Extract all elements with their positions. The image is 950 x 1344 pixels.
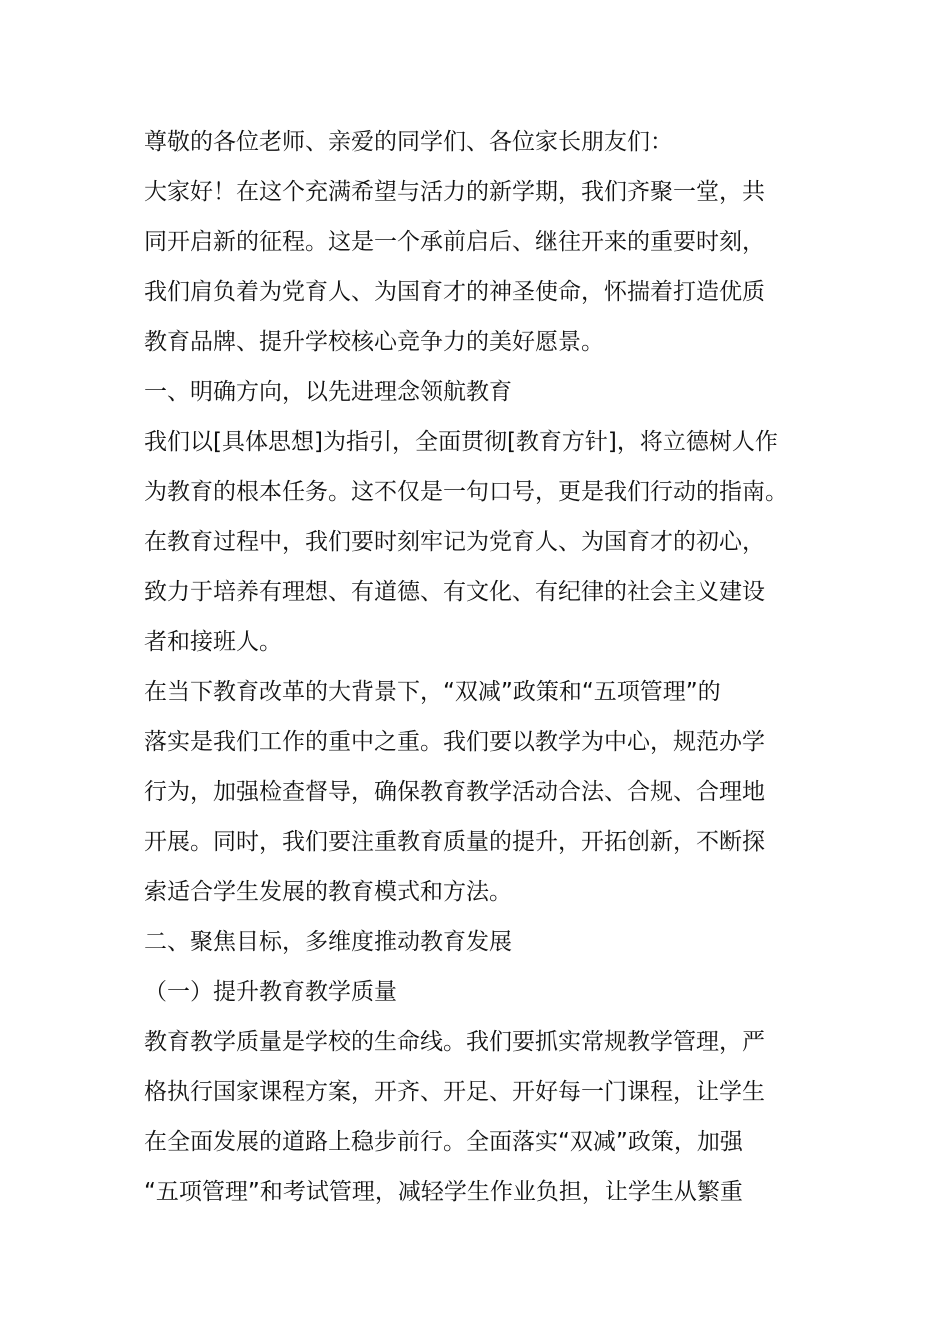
body-text-line: 在当下教育改革的大背景下，“双减”政策和“五项管理”的 (144, 679, 721, 705)
body-text-line: 者和接班人。 (144, 629, 282, 655)
body-text-line: 教育教学质量是学校的生命线。我们要抓实常规教学管理，严 (144, 1029, 765, 1055)
body-text-line: 行为，加强检查督导，确保教育教学活动合法、合规、合理地 (144, 779, 765, 805)
body-text-line: 大家好！在这个充满希望与活力的新学期，我们齐聚一堂，共 (144, 179, 765, 205)
section-heading: 一、明确方向，以先进理念领航教育 (144, 379, 512, 405)
body-text-line: 致力于培养有理想、有道德、有文化、有纪律的社会主义建设 (144, 579, 765, 605)
body-text-line: 我们肩负着为党育人、为国育才的神圣使命，怀揣着打造优质 (144, 279, 765, 305)
subsection-heading: （一）提升教育教学质量 (144, 979, 397, 1005)
body-text-line: 为教育的根本任务。这不仅是一句口号，更是我们行动的指南。 (144, 479, 788, 505)
body-text-line: 开展。同时，我们要注重教育质量的提升，开拓创新，不断探 (144, 829, 765, 855)
body-text-line: 教育品牌、提升学校核心竞争力的美好愿景。 (144, 329, 604, 355)
body-text-line: 同开启新的征程。这是一个承前启后、继往开来的重要时刻， (144, 229, 765, 255)
section-heading: 二、聚焦目标，多维度推动教育发展 (144, 929, 512, 955)
body-text-line: “五项管理”和考试管理，减轻学生作业负担，让学生从繁重 (144, 1179, 743, 1205)
body-text-line: 格执行国家课程方案，开齐、开足、开好每一门课程，让学生 (144, 1079, 765, 1105)
body-text-line: 索适合学生发展的教育模式和方法。 (144, 879, 512, 905)
salutation-line: 尊敬的各位老师、亲爱的同学们、各位家长朋友们： (144, 129, 673, 155)
body-text-line: 在全面发展的道路上稳步前行。全面落实“双减”政策，加强 (144, 1129, 743, 1155)
body-text-line: 我们以[具体思想]为指引，全面贯彻[教育方针]，将立德树人作 (144, 429, 778, 455)
body-text-line: 落实是我们工作的重中之重。我们要以教学为中心，规范办学 (144, 729, 765, 755)
body-text-line: 在教育过程中，我们要时刻牢记为党育人、为国育才的初心， (144, 529, 765, 555)
